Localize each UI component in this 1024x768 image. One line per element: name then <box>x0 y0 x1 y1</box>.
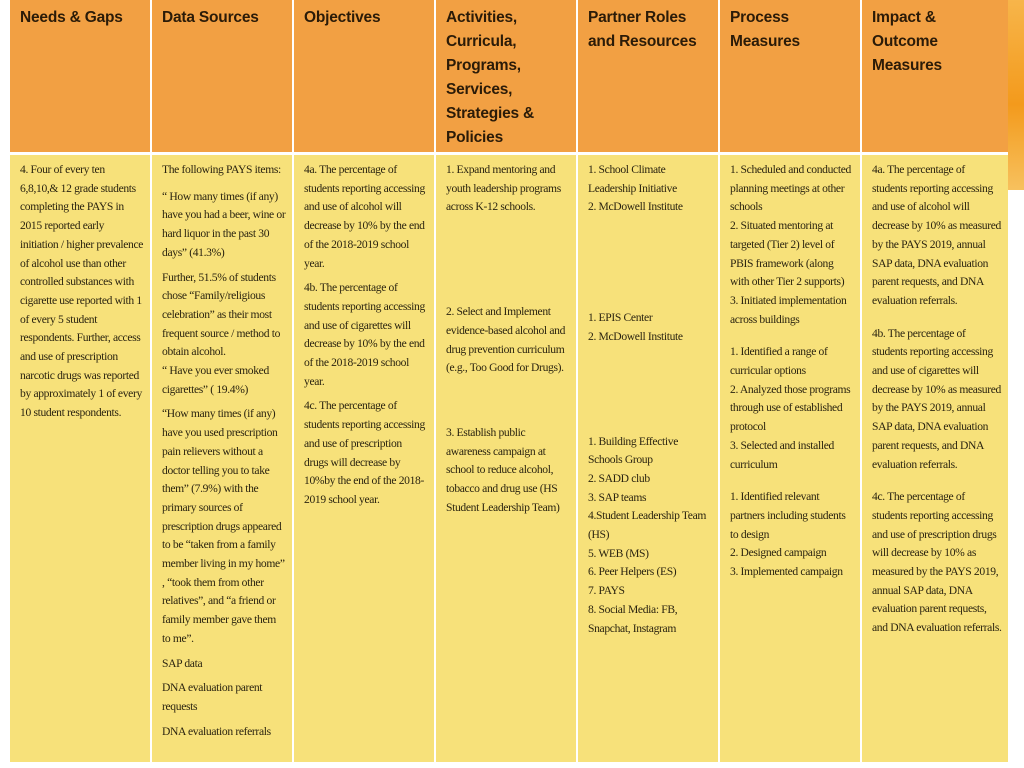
partner-1-1: 1. School Climate Leadership Initiative <box>588 163 677 195</box>
process-1-2: 2. Situated mentoring at targeted (Tier 2) level of PBIS framework (along with other Tier 2 supports) <box>730 219 845 289</box>
cell-partners <box>578 155 720 762</box>
cell-objectives <box>294 155 436 762</box>
cell-activities <box>436 155 578 762</box>
partner-3-6: 6. Peer Helpers (ES) <box>588 565 677 579</box>
content-row <box>10 155 1008 762</box>
partner-3-5: 5. WEB (MS) <box>588 546 649 560</box>
objective-4a: 4a. The percentage of students reporting accessing and use of alcohol will decrease by 10% by the end of the 2018-2019 school year. <box>304 163 425 270</box>
data-source-alcohol-question: “ How many times (if any) have you had a beer, wine or hard liquor in the past 30 days” (41.3%) <box>162 189 286 259</box>
process-2-2: 2. Analyzed those programs through use of established protocol <box>730 382 851 434</box>
data-source-cigarettes-question: “ Have you ever smoked cigarettes” ( 19.4%) <box>162 364 269 396</box>
objective-4b: 4b. The percentage of students reporting accessing and use of cigarettes will decrease by 10% by the end of the 2018-2019 school year. <box>304 281 425 388</box>
edge-decoration-lower <box>1006 190 1024 768</box>
process-2-1: 1. Identified a range of curricular options <box>730 345 828 378</box>
header-impact-outcome: Impact & Outcome Measures <box>862 0 1008 155</box>
header-partner-roles: Partner Roles and Resources <box>578 0 720 155</box>
activity-2: 2. Select and Implement evidence-based alcohol and drug prevention curriculum (e.g., Too Good for Drugs). <box>446 305 566 375</box>
partner-3-4: 4.Student Leadership Team (HS) <box>588 509 707 542</box>
process-3-3: 3. Implemented campaign <box>730 565 843 579</box>
partner-1-2: 2. McDowell Institute <box>588 200 683 214</box>
partner-3-7: 7. PAYS <box>588 584 625 598</box>
header-objectives: Objectives <box>294 0 436 155</box>
process-2-3: 3. Selected and installed curriculum <box>730 438 834 471</box>
header-activities-label: Activities, Curricula, Programs, Services, Strategies & Policies <box>446 9 535 146</box>
cell-process <box>720 155 862 762</box>
partner-3-1: 1. Building Effective Schools Group <box>588 434 678 467</box>
activity-3: 3. Establish public awareness campaign at school to reduce alcohol, tobacco and drug use (HS Student Leadership Team) <box>446 425 560 514</box>
header-row <box>10 0 1008 155</box>
data-source-dna-referrals: DNA evaluation referrals <box>162 724 271 738</box>
data-source-intro: The following PAYS items: <box>162 163 281 176</box>
cell-needs <box>10 155 152 762</box>
header-process-measures: Process Measures <box>720 0 862 155</box>
cell-impact <box>862 155 1008 762</box>
data-source-prescription-question: “How many times (if any) have you used prescription pain relievers without a doctor telling you to take them” (7.9%) with the primary sources of prescription drugs appeared to be “taken from a family member living in my home” , “took them from other relatives”, and “a friend or family member gave them to me”. <box>162 407 285 645</box>
partner-3-3: 3. SAP teams <box>588 490 647 504</box>
impact-4a: 4a. The percentage of students reporting accessing and use of alcohol will decrease by 10% as measured by the PAYS 2019, annual SAP data, DNA evaluation parent requests, and DNA evaluation referrals. <box>872 163 1001 307</box>
header-activities <box>436 0 578 155</box>
data-source-further: Further, 51.5% of students chose “Family/religious celebration” as their most frequent source / method to obtain alcohol. <box>162 270 281 359</box>
activity-1: 1. Expand mentoring and youth leadership programs across K-12 schools. <box>446 163 561 214</box>
needs-text: 4. Four of every ten 6,8,10,& 12 grade students completing the PAYS in 2015 reported early initiation / higher prevalence of alcohol use than other controlled substances with cigarette use reported with 1 of every 5 student respondents. Further, access and use of prescription narcotic drugs was reported by approximately 1 of every 10 student respondents. <box>20 163 144 420</box>
partner-3-8: 8. Social Media: FB, Snapchat, Instagram <box>588 602 678 635</box>
process-3-2: 2. Designed campaign <box>730 546 827 560</box>
impact-4b: 4b. The percentage of students reporting accessing and use of cigarettes will decrease by 10% as measured by the PAYS 2019, annual SAP data, DNA evaluation parent requests, and DNA evaluation referrals. <box>872 326 1001 471</box>
partner-2-2: 2. McDowell Institute <box>588 329 683 343</box>
impact-4c: 4c. The percentage of students reporting accessing and use of prescription drugs will decrease by 10% as measured by the PAYS 2019, annual SAP data, DNA evaluation parent requests, and DNA evaluation referrals. <box>872 490 1002 635</box>
header-data-sources: Data Sources <box>152 0 294 155</box>
process-1-1: 1. Scheduled and conducted planning meetings at other schools <box>730 163 851 214</box>
cell-data-sources <box>152 155 294 762</box>
data-source-sap: SAP data <box>162 656 203 670</box>
data-source-dna-parent: DNA evaluation parent requests <box>162 681 263 713</box>
edge-decoration <box>1006 0 1024 190</box>
partner-3-2: 2. SADD club <box>588 471 650 485</box>
header-needs-gaps: Needs & Gaps <box>10 0 152 155</box>
objective-4c: 4c. The percentage of students reporting accessing and use of prescription drugs will decrease by 10%by the end of the 2018-2019 school year. <box>304 399 425 506</box>
partner-2-1: 1. EPIS Center <box>588 311 653 325</box>
logic-model-table <box>10 0 1008 762</box>
process-3-1: 1. Identified relevant partners including students to design <box>730 490 846 541</box>
process-1-3: 3. Initiated implementation across buildings <box>730 293 847 326</box>
